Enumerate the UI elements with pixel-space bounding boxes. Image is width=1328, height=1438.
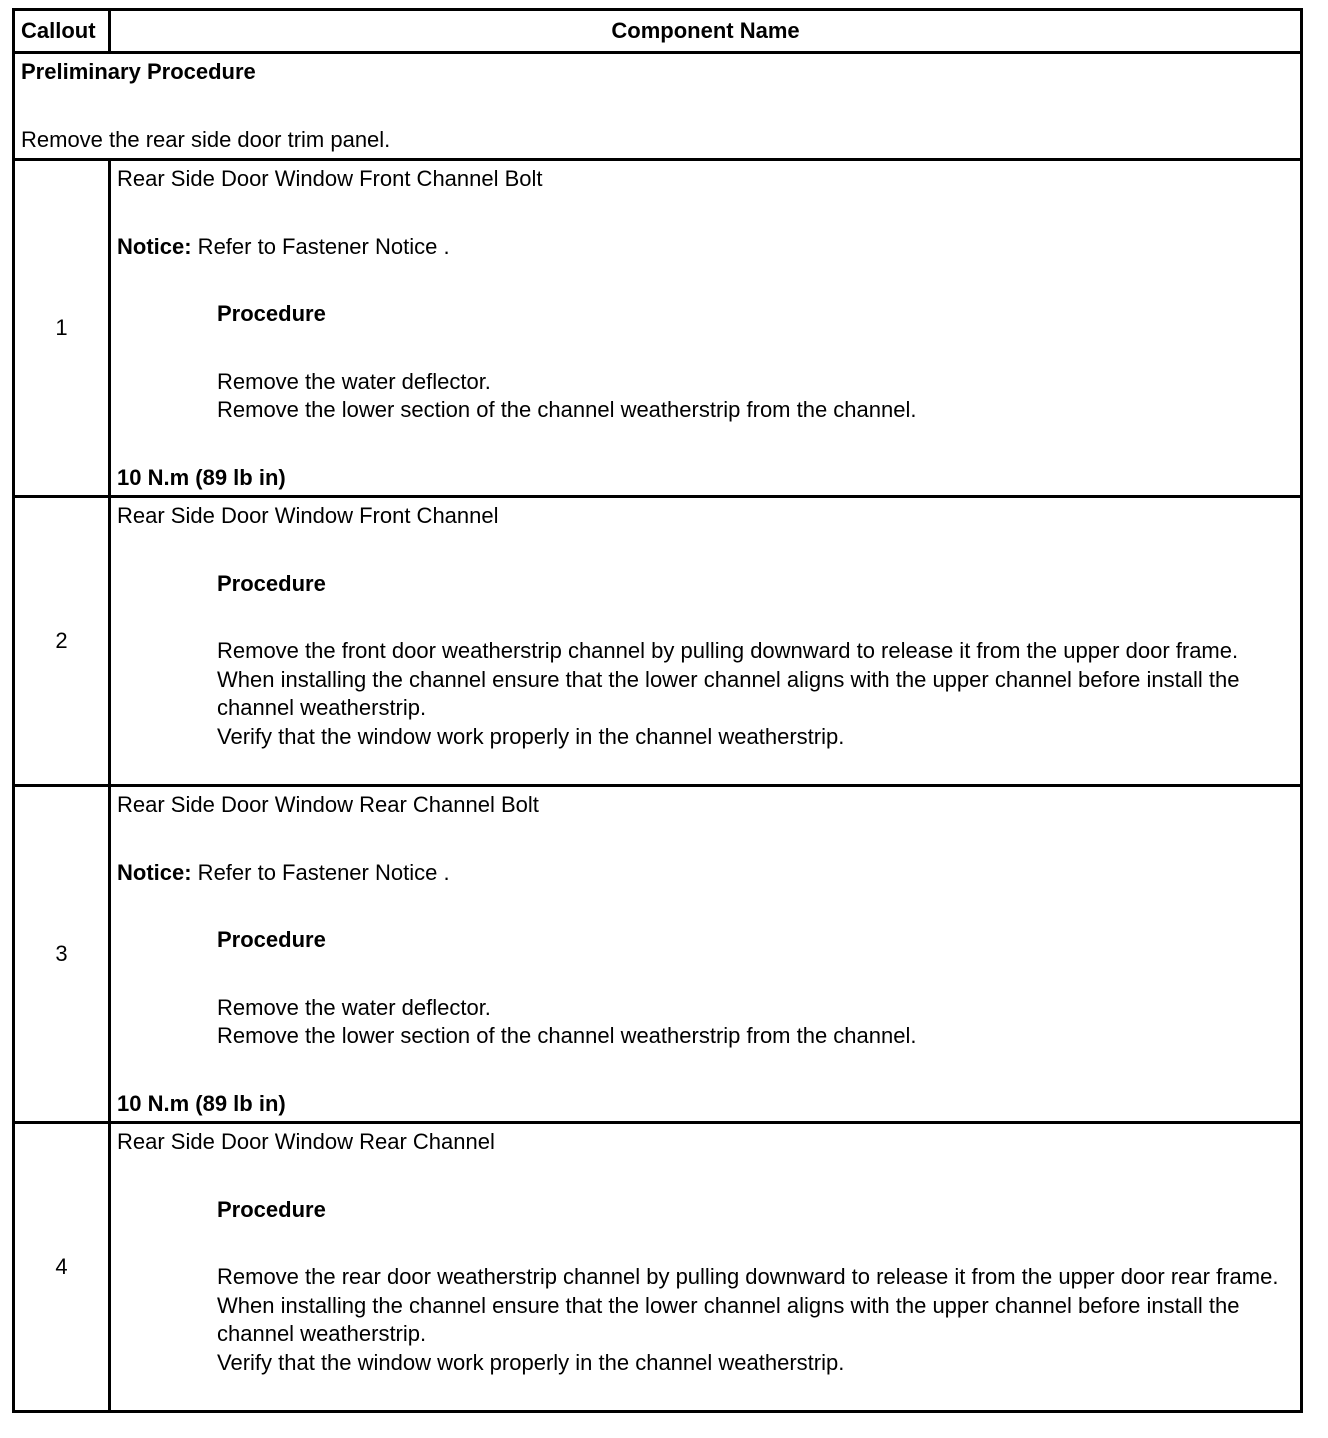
notice-text: Refer to Fastener Notice . — [191, 233, 450, 259]
notice-label: Notice: — [117, 859, 192, 885]
callout-number: 1 — [14, 160, 110, 497]
step: Remove the water deflector. — [217, 994, 491, 1020]
procedure-label: Procedure — [217, 570, 326, 596]
preliminary-cell — [14, 53, 1302, 160]
notice-text: Refer to Fastener Notice . — [191, 859, 450, 885]
component-cell — [110, 1123, 1302, 1412]
step: Verify that the window work properly in the channel weatherstrip. — [217, 1349, 845, 1375]
step: Remove the water deflector. — [217, 368, 491, 394]
preliminary-title: Preliminary Procedure — [21, 59, 256, 84]
procedure-label: Procedure — [217, 301, 326, 326]
callout-number: 4 — [14, 1123, 110, 1412]
preliminary-row — [14, 53, 1302, 160]
component-cell — [110, 786, 1302, 1123]
notice-line — [117, 859, 1294, 888]
component-name: Rear Side Door Window Front Channel — [117, 503, 499, 528]
callout-number: 3 — [14, 786, 110, 1123]
component-cell — [110, 160, 1302, 497]
step: When installing the channel ensure that the lower channel aligns with the upper channel before install the channel weatherstrip. — [217, 1292, 1240, 1346]
step: Remove the front door weatherstrip channel by pulling downward to release it from the upper door frame. — [217, 638, 1239, 663]
callout-header: Callout — [14, 10, 110, 53]
step: Remove the lower section of the channel weatherstrip from the channel. — [217, 397, 917, 422]
step: Remove the lower section of the channel weatherstrip from the channel. — [217, 1023, 917, 1048]
step: Remove the rear door weatherstrip channel by pulling downward to release it from the upper door rear frame. — [217, 1264, 1279, 1289]
notice-label: Notice: — [117, 233, 192, 259]
procedure-label: Procedure — [217, 1196, 326, 1222]
step: When installing the channel ensure that the lower channel aligns with the upper channel before install the channel weatherstrip. — [217, 666, 1240, 720]
component-name: Rear Side Door Window Rear Channel Bolt — [117, 792, 539, 817]
table-row — [14, 786, 1302, 1123]
preliminary-text: Remove the rear side door trim panel. — [21, 126, 391, 152]
callout-number: 2 — [14, 497, 110, 786]
component-name: Rear Side Door Window Rear Channel — [117, 1129, 495, 1154]
procedure-document — [12, 8, 1300, 1413]
torque-spec: 10 N.m (89 lb in) — [117, 464, 286, 490]
torque-spec: 10 N.m (89 lb in) — [117, 1090, 286, 1116]
component-cell — [110, 497, 1302, 786]
components-table — [12, 8, 1303, 1413]
header-row — [14, 10, 1302, 53]
component-name: Rear Side Door Window Front Channel Bolt — [117, 166, 543, 191]
table-row — [14, 160, 1302, 497]
step: Verify that the window work properly in the channel weatherstrip. — [217, 723, 845, 749]
component-name-header: Component Name — [110, 10, 1302, 53]
table-row — [14, 1123, 1302, 1412]
notice-line — [117, 233, 1294, 262]
table-row — [14, 497, 1302, 786]
procedure-label: Procedure — [217, 927, 326, 952]
